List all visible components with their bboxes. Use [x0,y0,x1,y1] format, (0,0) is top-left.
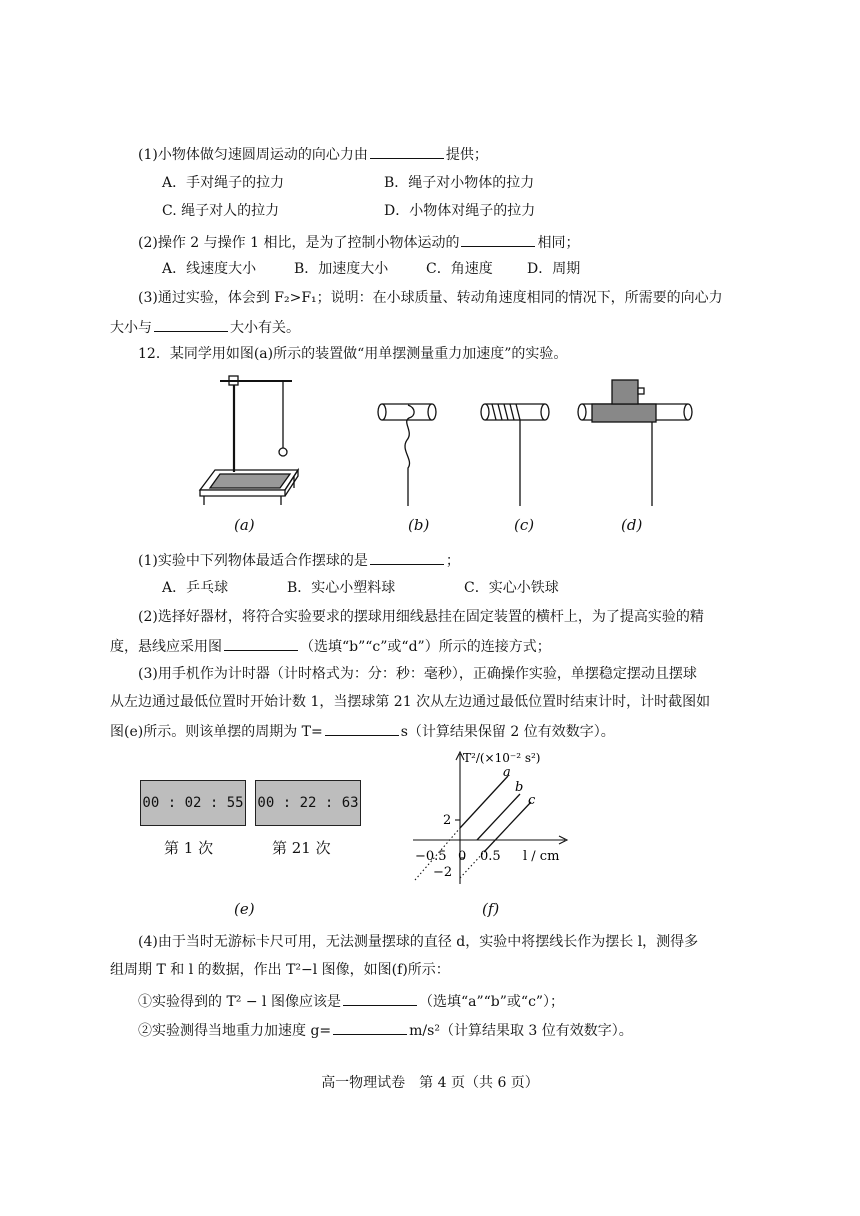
timer-display-1: 00 : 02 : 55 [140,780,246,826]
option-a: A．手对绳子的拉力 [162,175,285,191]
fig-b-label: (b) [408,516,430,534]
fig-e-label: (e) [234,900,255,918]
page-footer: 高一物理试卷 第 4 页（共 6 页） [321,1075,539,1091]
q11-part3-line1: (3)通过实验，体会到 F₂>F₁；说明：在小球质量、转动角速度相同的情况下，所需要的向心力 [138,290,723,306]
timer-2-label: 第 21 次 [272,839,331,857]
answer-blank[interactable] [333,1019,407,1035]
fig-a-label: (a) [234,516,255,534]
q11-part1: (1)小物体做匀速圆周运动的向心力由 提供； [138,143,488,165]
option-a: A．乒乓球 [162,580,229,596]
pendulum-stand-figure [200,376,298,505]
tick-x-neg: −0.5 [415,849,447,864]
tick-x-pos: 0.5 [480,849,501,864]
option-b: B．绳子对小物体的拉力 [384,175,535,191]
option-c: C. 绳子对人的拉力 [162,203,280,219]
answer-blank[interactable] [154,316,228,332]
q11-part2: (2)操作 2 与操作 1 相比，是为了控制小物体运动的 相同； [138,231,579,253]
tick-x-zero: 0 [458,849,467,864]
option-d: D．周期 [527,261,581,277]
line-c-label: c [528,793,536,808]
fig-c-label: (c) [514,516,535,534]
line-b-label: b [515,780,524,795]
line-b [477,794,520,840]
tick-2: 2 [443,813,452,828]
line-a [460,776,508,828]
q12-part4-line1: (4)由于当时无游标卡尺可用，无法测量摆球的直径 d，实验中将摆线长作为摆长 l，测得多 [138,934,699,950]
q12-part3-line1: (3)用手机作为计时器（计时格式为：分：秒：毫秒），正确操作实验，单摆稳定摆动且摆球 [138,666,697,682]
answer-blank[interactable] [370,143,444,159]
graph-xlabel: l / cm [523,849,560,864]
connection-d-figure [578,380,692,506]
connection-b-figure [378,404,436,506]
option-a: A．线速度大小 [162,261,257,277]
q12-part3-line2: 从左边通过最低位置时开始计数 1，当摆球第 21 次从左边通过最低位置时结束计时，计时截图如 [110,694,711,710]
answer-blank[interactable] [343,990,417,1006]
q12-part1: (1)实验中下列物体最适合作摆球的是 ； [138,549,460,571]
answer-blank[interactable] [370,549,444,565]
q12-part4-sub2: ②实验测得当地重力加速度 g= m/s²（计算结果取 3 位有效数字）。 [138,1019,633,1041]
graph-ylabel: T²/(×10⁻² s²) [463,751,541,765]
line-a-label: a [503,765,511,780]
q12-part3-line3: 图(e)所示。则该单摆的周期为 T= s（计算结果保留 2 位有效数字）。 [110,720,615,742]
q11-part3-line2: 大小与 大小有关。 [110,316,300,338]
option-b: B．实心小塑料球 [287,580,396,596]
timer-display-2: 00 : 22 : 63 [255,780,361,826]
answer-blank[interactable] [461,231,535,247]
tick-neg2: −2 [433,865,453,880]
fig-f-label: (f) [482,900,500,918]
q12-part4-sub1: ①实验得到的 T² − l 图像应该是 （选填“a”“b”或“c”）； [138,990,564,1012]
option-d: D．小物体对绳子的拉力 [384,203,536,219]
q12-intro: 12．某同学用如图(a)所示的装置做“用单摆测量重力加速度”的实验。 [138,346,568,362]
option-b: B．加速度大小 [294,261,389,277]
answer-blank[interactable] [325,720,399,736]
line-c [484,802,531,852]
option-c: C．实心小铁球 [464,580,559,596]
t2-l-graph [405,742,575,892]
q12-part2-line1: (2)选择好器材，将符合实验要求的摆球用细线悬挂在固定装置的横杆上，为了提高实验的精 [138,609,704,625]
answer-blank[interactable] [224,635,298,651]
connection-c-figure [481,404,549,506]
q12-part2-line2: 度，悬线应采用图 （选填“b”“c”或“d”）所示的连接方式； [110,635,551,657]
apparatus-figures [180,370,710,540]
timer-1-label: 第 1 次 [164,839,214,857]
fig-d-label: (d) [621,516,643,534]
option-c: C．角速度 [426,261,493,277]
q12-part4-line2: 组周期 T 和 l 的数据，作出 T²−l 图像，如图(f)所示： [110,962,450,978]
